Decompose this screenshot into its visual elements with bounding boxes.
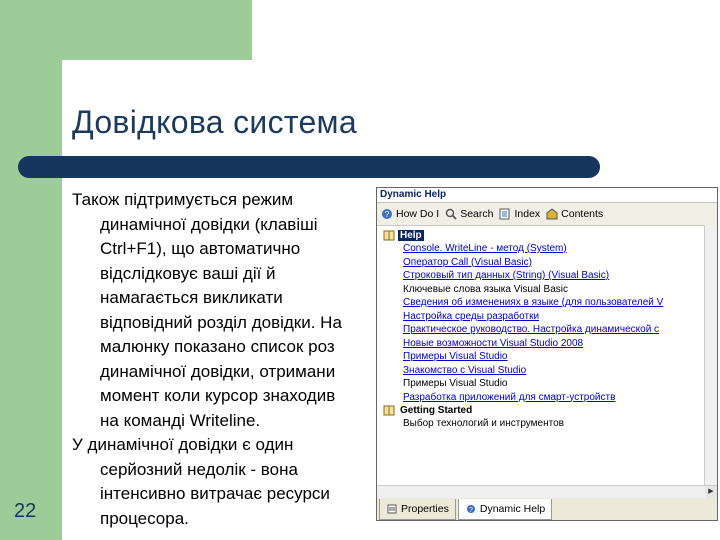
svg-text:?: ? (468, 507, 473, 514)
slide-body (72, 188, 377, 531)
how-do-i-button[interactable] (381, 208, 439, 220)
paragraph-1 (72, 188, 377, 433)
slide-top-band (0, 0, 252, 60)
body-line: момент коли курсор знаходив (100, 386, 336, 405)
book-icon (383, 405, 395, 417)
help-link[interactable]: Примеры Visual Studio (403, 378, 508, 389)
how-do-i-icon (381, 208, 393, 220)
help-link[interactable]: Console. WriteLine - метод (System) (403, 243, 567, 254)
dynamic-help-content (377, 226, 717, 491)
help-link[interactable]: Оператор Call (Visual Basic) (403, 256, 532, 268)
body-line: малюнку показано список роз (100, 337, 335, 356)
index-icon (499, 208, 511, 220)
body-line: У динамічної довідки є один (72, 435, 294, 454)
slide-number: 22 (14, 500, 37, 522)
section-getting-started[interactable] (383, 404, 713, 417)
search-label: Search (460, 208, 494, 220)
help-link[interactable]: Примеры Visual Studio (403, 351, 508, 362)
help-link[interactable]: Настройка среды разработки (403, 310, 540, 322)
search-button[interactable] (445, 208, 493, 220)
help-panel-tabs (377, 498, 718, 520)
title-rule (18, 156, 600, 178)
body-line: Ctrl+F1), що автоматично (100, 239, 301, 258)
properties-icon (386, 503, 398, 515)
search-icon (445, 208, 457, 220)
dynamic-help-title: Dynamic Help (377, 188, 717, 203)
section-getting-started-label: Getting Started (400, 405, 473, 416)
dynamic-help-toolbar (377, 203, 717, 226)
help-links-list (383, 242, 713, 404)
body-line: процесора. (100, 508, 189, 528)
svg-text:?: ? (384, 210, 390, 219)
tab-dynamic-help-label: Dynamic Help (479, 503, 546, 515)
tab-properties[interactable] (379, 499, 456, 520)
section-help[interactable] (383, 229, 713, 242)
paragraph-2 (72, 433, 377, 531)
body-line: динамічної довідки (клавіші (100, 214, 318, 234)
getting-started-links-list (383, 417, 713, 431)
help-link[interactable]: Ключевые слова языка Visual Basic (403, 283, 569, 295)
help-link[interactable]: Практическое руководство. Настройка динамической с (403, 324, 660, 335)
horizontal-scrollbar[interactable] (377, 485, 717, 498)
contents-icon (546, 208, 558, 220)
index-label: Index (514, 208, 541, 220)
help-link[interactable]: Знакомство с Visual Studio (403, 364, 527, 376)
body-line: відповідний розділ довідки. На (100, 312, 342, 332)
slide-left-band (0, 0, 62, 540)
slide-title: Довідкова система (72, 104, 357, 140)
tab-properties-label: Properties (401, 503, 449, 515)
tab-dynamic-help[interactable] (458, 499, 552, 520)
body-line: Також підтримується режим (72, 190, 294, 209)
body-line: на команді Writeline. (100, 410, 261, 430)
contents-button[interactable] (546, 208, 603, 220)
body-line: динамічної довідки, отримани (100, 361, 336, 381)
body-line: намагається викликати (100, 288, 283, 307)
contents-label: Contents (561, 208, 604, 220)
section-help-label: Help (400, 230, 422, 241)
index-button[interactable] (499, 208, 540, 220)
how-do-i-label: How Do I (396, 208, 440, 220)
help-link[interactable]: Новые возможности Visual Studio 2008 (403, 337, 584, 349)
body-line: інтенсивно витрачає ресурси (100, 484, 330, 503)
vertical-scrollbar[interactable] (704, 225, 717, 510)
body-line: серйозний недолік - вона (100, 459, 298, 479)
book-icon (383, 230, 395, 242)
getting-started-link[interactable]: Выбор технологий и инструментов (403, 418, 564, 429)
help-link[interactable]: Сведения об изменениях в языке (для пользователей V (403, 297, 664, 308)
help-link[interactable]: Строковый тип данных (String) (Visual Basic) (403, 270, 610, 281)
help-link[interactable]: Разработка приложений для смарт-устройств (403, 391, 616, 403)
body-line: відслідковує ваші дії й (100, 263, 276, 283)
dynamic-help-icon (465, 503, 477, 515)
scroll-right-icon[interactable]: ▶ (705, 486, 717, 498)
dynamic-help-window (376, 187, 718, 521)
